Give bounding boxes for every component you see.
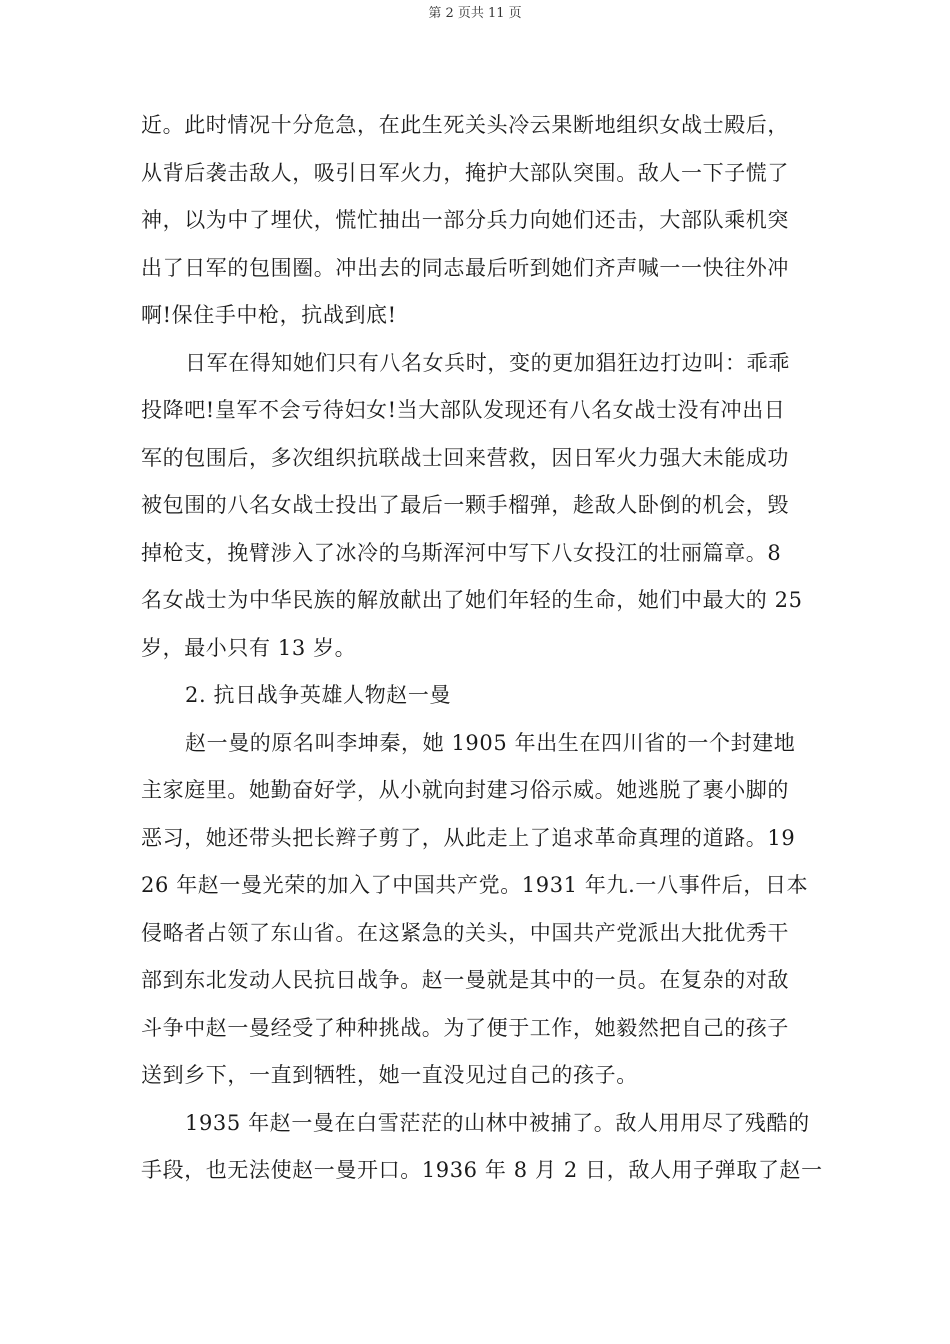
- text-line: 神，以为中了埋伏，慌忙抽出一部分兵力向她们还击，大部队乘机突: [141, 208, 789, 232]
- text-line: 送到乡下，一直到牺牲，她一直没见过自己的孩子。: [141, 1063, 638, 1087]
- text-line: 名女战士为中华民族的解放献出了她们年轻的生命，她们中最大的 25: [141, 588, 803, 612]
- section-heading: [141, 672, 825, 720]
- text-line: 1935 年赵一曼在白雪茫茫的山林中被捕了。敌人用用尽了残酷的: [185, 1110, 810, 1135]
- text-line: 恶习，她还带头把长辫子剪了，从此走上了追求革命真理的道路。19: [141, 825, 796, 850]
- text-line: 出了日军的包围圈。冲出去的同志最后听到她们齐声喊一一快往外冲: [141, 255, 789, 280]
- text-line: 主家庭里。她勤奋好学，从小就向封建习俗示威。她逃脱了裹小脚的: [141, 778, 789, 802]
- text-line: 26 年赵一曼光荣的加入了中国共产党。1931 年九.一八事件后，日本: [141, 873, 809, 897]
- paragraph-eight-women: [141, 340, 825, 673]
- text-line: 投降吧!皇军不会亏待妇女!当大部队发现还有八名女战士没有冲出日: [141, 398, 786, 422]
- paragraph-zhao-yiman-bio: [141, 720, 825, 1100]
- text-line: 被包围的八名女战士投出了最后一颗手榴弹，趁敌人卧倒的机会，毁: [141, 493, 789, 517]
- text-line: 岁，最小只有 13 岁。: [141, 635, 357, 660]
- text-line: 手段，也无法使赵一曼开口。1936 年 8 月 2 日，敌人用子弹取了赵一: [141, 1158, 823, 1182]
- document-body: [141, 102, 825, 1195]
- paragraph-continuation: [141, 102, 825, 340]
- text-line: 日军在得知她们只有八名女兵时，变的更加猖狂边打边叫：乖乖: [185, 350, 790, 375]
- text-line: 近。此时情况十分危急，在此生死关头冷云果断地组织女战士殿后，: [141, 113, 789, 137]
- text-line: 斗争中赵一曼经受了种种挑战。为了便于工作，她毅然把自己的孩子: [141, 1015, 789, 1040]
- heading-line: 2. 抗日战争英雄人物赵一曼: [185, 683, 452, 707]
- page-number-header: 第 2 页共 11 页: [428, 6, 522, 21]
- text-line: 从背后袭击敌人，吸引日军火力，掩护大部队突围。敌人一下子慌了: [141, 160, 789, 185]
- text-line: 啊!保住手中枪，抗战到底!: [141, 303, 397, 327]
- text-line: 军的包围后，多次组织抗联战士回来营救，因日军火力强大未能成功: [141, 445, 789, 470]
- text-line: 侵略者占领了东山省。在这紧急的关头，中国共产党派出大批优秀干: [141, 920, 789, 945]
- paragraph-capture: [141, 1100, 825, 1195]
- text-line: 掉枪支，挽臂涉入了冰冷的乌斯浑河中写下八女投江的壮丽篇章。8: [141, 540, 782, 565]
- text-line: 部到东北发动人民抗日战争。赵一曼就是其中的一员。在复杂的对敌: [141, 968, 789, 992]
- text-line: 赵一曼的原名叫李坤秦，她 1905 年出生在四川省的一个封建地: [185, 730, 796, 755]
